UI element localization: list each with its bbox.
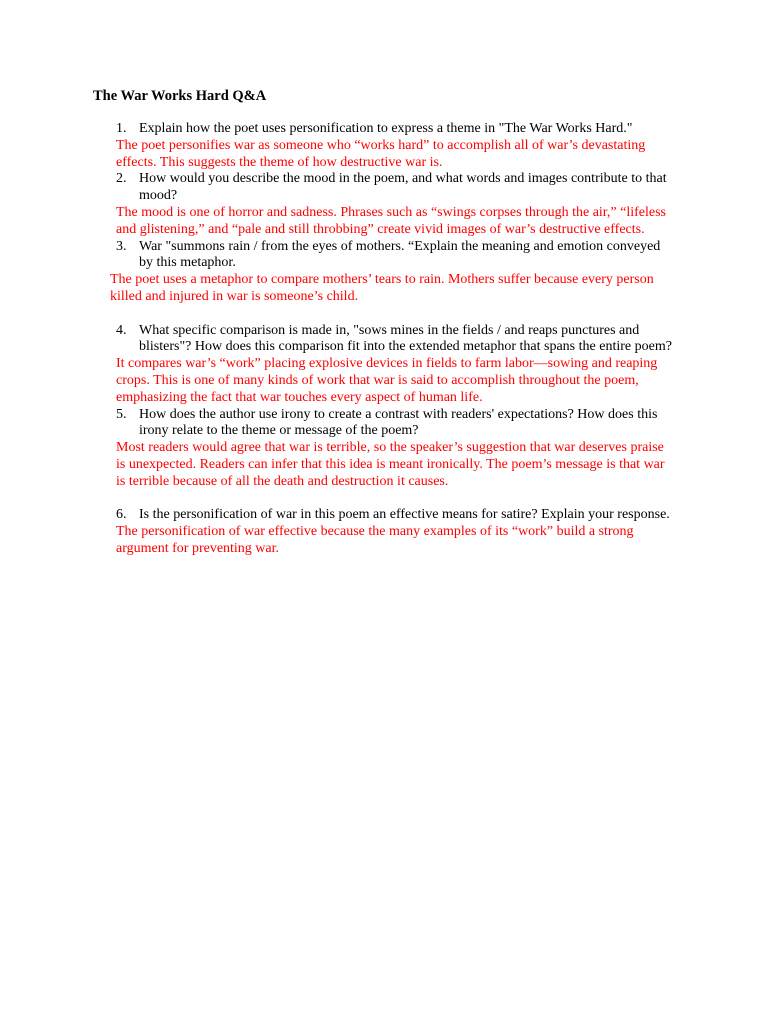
question-text: How does the author use irony to create a contrast with readers' expectations? How does this irony relate to the theme or message of the poem? (139, 406, 658, 439)
question-6 (116, 507, 675, 524)
question-number: 1. (116, 121, 127, 136)
question-text: Is the personification of war in this poem an effective means for satire? Explain your response. (139, 507, 670, 523)
spacer (0, 306, 768, 323)
question-text: War "summons rain / from the eyes of mothers. “Explain the meaning and emotion conveyed by this metaphor. (139, 238, 661, 271)
answer-5: Most readers would agree that war is terrible, so the speaker’s suggestion that war deserves praise is unexpected. Readers can infer that this idea is meant ironically. The poem’s message is that war is terrible because of all the death and destruction it causes. (116, 440, 665, 489)
question-4 (116, 322, 675, 357)
question-text: What specific comparison is made in, "sows mines in the fields / and reaps punctures and blisters"? How does this comparison fit into the extended metaphor that spans the entire poem? (139, 322, 672, 355)
question-1 (116, 121, 675, 138)
answer-6: The personification of war effective because the many examples of its “work” build a strong argument for preventing war. (116, 524, 634, 556)
answer-1: The poet personifies war as someone who “works hard” to accomplish all of war’s devastating effects. This suggests the theme of how destructive war is. (116, 137, 646, 170)
question-5 (116, 406, 675, 441)
question-number: 4. (116, 322, 127, 338)
question-number: 5. (116, 406, 127, 422)
spacer (0, 491, 768, 508)
document-title: The War Works Hard Q&A (93, 88, 267, 104)
question-3 (116, 238, 675, 273)
question-text: How would you describe the mood in the poem, and what words and images contribute to that mood? (139, 171, 667, 204)
question-number: 2. (116, 171, 127, 187)
question-text: Explain how the poet uses personification to express a theme in "The War Works Hard." (139, 121, 633, 136)
answer-4: It compares war’s “work” placing explosive devices in fields to farm labor—sowing and reaping crops. This is one of many kinds of work that war is said to accomplish throughout the poem, emphasizing the fact that war touches every aspect of human life. (116, 356, 658, 405)
qa-list (0, 121, 768, 558)
answer-3: The poet uses a metaphor to compare mothers’ tears to rain. Mothers suffer because every person killed and injured in war is someone’s child. (110, 272, 654, 304)
question-number: 6. (116, 507, 127, 523)
answer-2: The mood is one of horror and sadness. Phrases such as “swings corpses through the air,” “lifeless and glistening,” and “pale and still throbbing” create vivid images of war’s destructive effects. (116, 204, 666, 237)
question-2 (116, 171, 675, 205)
question-number: 3. (116, 238, 127, 254)
